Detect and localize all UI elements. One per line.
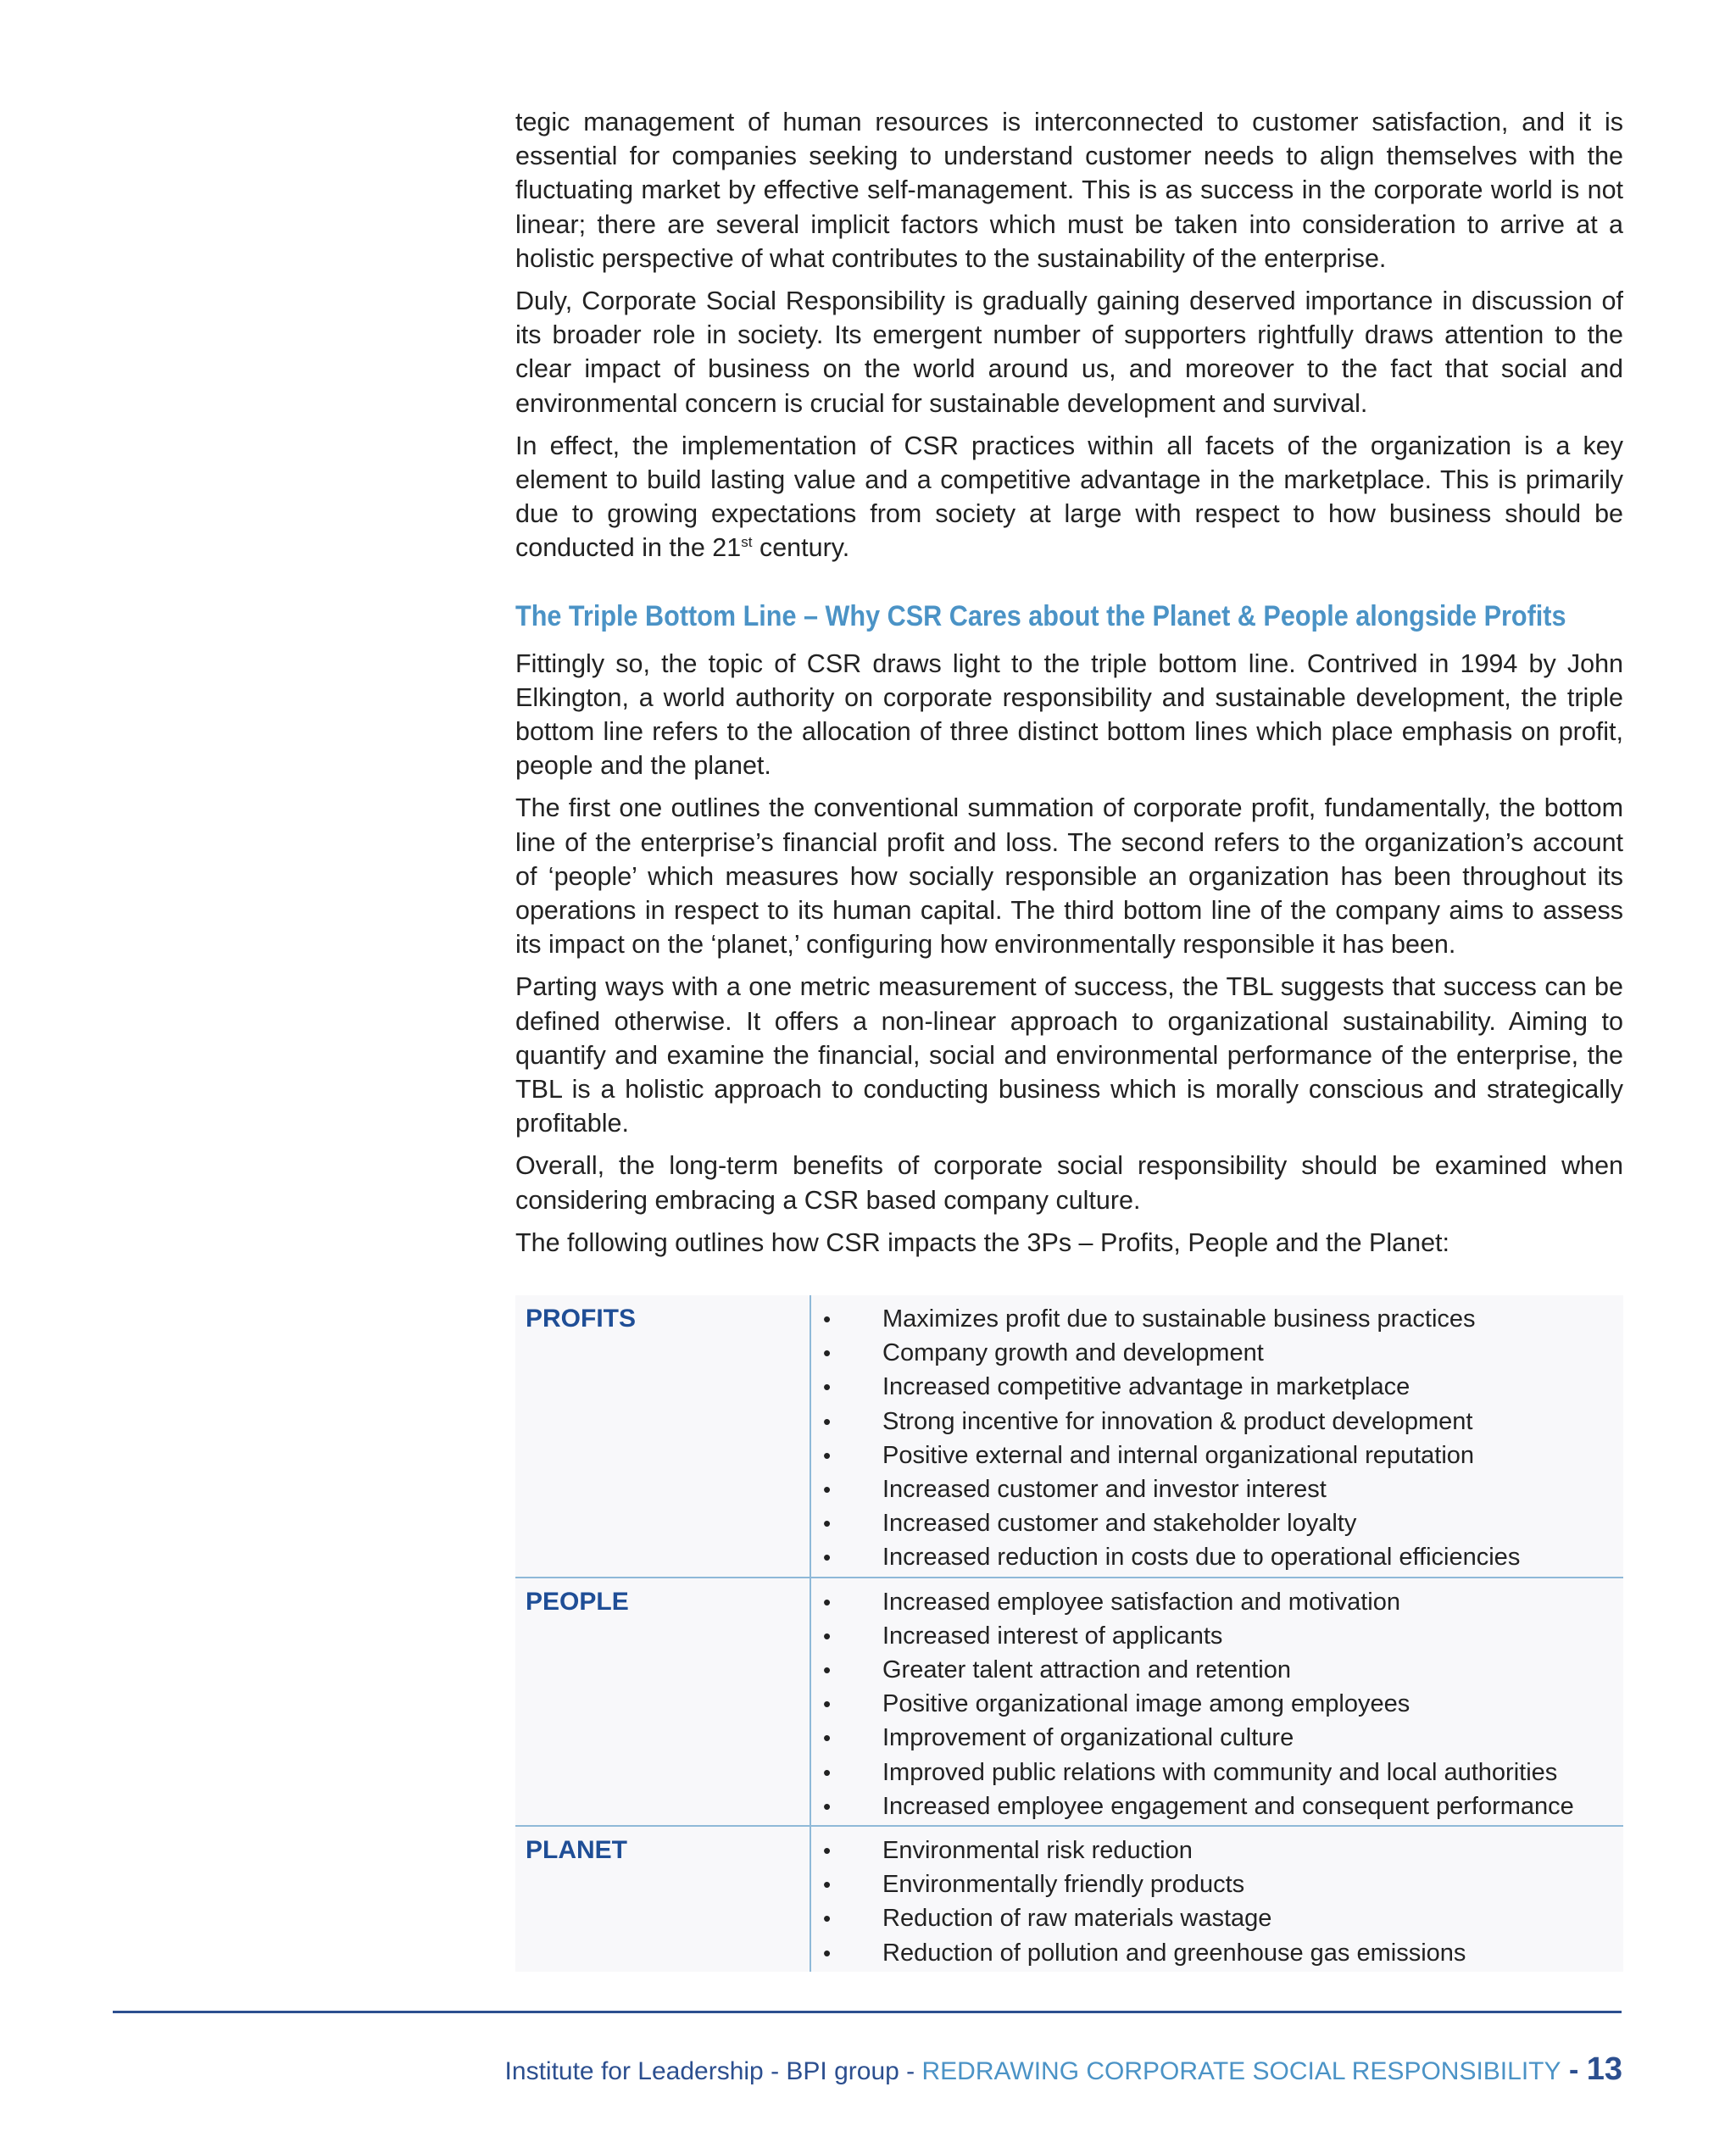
- list-item: [811, 1540, 1623, 1574]
- list-item: [811, 1506, 1623, 1540]
- ordinal-suffix: st: [741, 534, 753, 551]
- list-item-text: Increased customer and investor interest: [882, 1476, 1327, 1504]
- paragraph: tegic management of human resources is interconnected to customer satisfaction, and it is essential for companies seeking to understand customer needs to align themselves with the fluctuating market by effective self-management. This is as success in the corporate world is not linear; there are several implicit factors which must be taken into consideration to arrive at a holistic perspective of what contributes to the sustainability of the enterprise.: [515, 108, 1623, 273]
- list-item-text: Reduction of pollution and greenhouse gas emissions: [882, 1939, 1466, 1967]
- list-item: [811, 1936, 1623, 1970]
- bullet-icon: •: [823, 1906, 832, 1932]
- bullet-icon: •: [823, 1759, 832, 1785]
- list-item-text: Environmentally friendly products: [882, 1871, 1245, 1899]
- csr-3ps-table: [515, 1295, 1623, 1972]
- table-row-label: PEOPLE: [515, 1578, 811, 1825]
- paragraph-text: century.: [752, 533, 850, 563]
- bullet-icon: •: [823, 1374, 832, 1400]
- list-item: [811, 1619, 1623, 1653]
- bullet-icon: •: [823, 1657, 832, 1683]
- body-text: [515, 105, 1623, 1268]
- list-item: [811, 1370, 1623, 1404]
- list-item-text: Greater talent attraction and retention: [882, 1656, 1292, 1684]
- list-item: [811, 1867, 1623, 1901]
- table-row-people: [515, 1578, 1623, 1827]
- table-row-planet: [515, 1827, 1623, 1972]
- list-item-text: Positive external and internal organizational reputation: [882, 1441, 1475, 1469]
- list-item: [811, 1302, 1623, 1336]
- bullet-icon: •: [823, 1691, 832, 1717]
- paragraph: Fittingly so, the topic of CSR draws light to the triple bottom line. Contrived in 1994 by John Elkington, a world authority on corporate responsibility and sustainable development, the triple bottom line refers to the allocation of three distinct bottom lines which place emphasis on profit, people and the planet.: [515, 648, 1623, 781]
- footer-divider: [113, 2011, 1622, 2013]
- bullet-icon: •: [823, 1340, 832, 1366]
- list-item-text: Increased employee engagement and consequent performance: [882, 1792, 1574, 1820]
- bullet-icon: •: [823, 1511, 832, 1537]
- page-footer: [505, 2052, 1622, 2089]
- bullet-icon: •: [823, 1793, 832, 1819]
- footer-separator: -: [1561, 2054, 1587, 2086]
- footer-organization: Institute for Leadership - BPI group -: [504, 2057, 922, 2085]
- list-item-text: Increased competitive advantage in marketplace: [882, 1373, 1410, 1401]
- bullet-icon: •: [823, 1838, 832, 1864]
- paragraph: The first one outlines the conventional summation of corporate profit, fundamentally, the bottom line of the enterprise’s financial profit and loss. The second refers to the organization’s account of ‘people’ which measures how socially responsible an organization has been throughout its operations in respect to its human capital. The third bottom line of the company aims to assess its impact on the ‘planet,’ configuring how environmentally responsible it has been.: [515, 793, 1623, 960]
- paragraph: Parting ways with a one metric measurement of success, the TBL suggests that success can be defined otherwise. It offers a non-linear approach to organizational sustainability. Aiming to quantify and examine the financial, social and environmental performance of the enterprise, the TBL is a holistic approach to conducting business which is morally conscious and strategically profitable.: [515, 972, 1623, 1138]
- list-item: [811, 1585, 1623, 1619]
- paragraph: [515, 429, 1623, 565]
- list-item-text: Reduction of raw materials wastage: [882, 1905, 1272, 1933]
- table-row-label: PLANET: [515, 1827, 811, 1972]
- list-item-text: Improved public relations with community and local authorities: [882, 1758, 1558, 1786]
- bullet-icon: •: [823, 1544, 832, 1571]
- list-item: [811, 1756, 1623, 1789]
- bullet-icon: •: [823, 1306, 832, 1332]
- list-item-text: Environmental risk reduction: [882, 1837, 1193, 1865]
- bullet-icon: •: [823, 1872, 832, 1898]
- bullet-icon: •: [823, 1939, 832, 1966]
- list-item-text: Increased customer and stakeholder loyalty: [882, 1510, 1357, 1538]
- list-item-text: Increased reduction in costs due to operational efficiencies: [882, 1544, 1521, 1572]
- list-item-text: Company growth and development: [882, 1339, 1264, 1367]
- table-row-profits: [515, 1295, 1623, 1578]
- paragraph: Duly, Corporate Social Responsibility is gradually gaining deserved importance in discussion of its broader role in society. Its emergent number of supporters rightfully draws attention to the clear impact of business on the world around us, and moreover to the fact that social and environmental concern is crucial for sustainable development and survival.: [515, 287, 1623, 418]
- list-item-text: Maximizes profit due to sustainable business practices: [882, 1305, 1476, 1333]
- bullet-icon: •: [823, 1442, 832, 1468]
- list-item-text: Strong incentive for innovation & product development: [882, 1407, 1473, 1435]
- list-item: [811, 1653, 1623, 1687]
- bullet-icon: •: [823, 1622, 832, 1649]
- footer-publication-title: REDRAWING CORPORATE SOCIAL RESPONSIBILITY: [921, 2057, 1561, 2085]
- benefit-list: [811, 1827, 1623, 1972]
- list-item: [811, 1405, 1623, 1439]
- list-item: [811, 1721, 1623, 1755]
- list-item: [811, 1789, 1623, 1823]
- table-row-label: PROFITS: [515, 1295, 811, 1577]
- paragraph: Overall, the long-term benefits of corporate social responsibility should be examined when considering embracing a CSR based company culture.: [515, 1151, 1623, 1215]
- paragraph: The following outlines how CSR impacts the 3Ps – Profits, People and the Planet:: [515, 1227, 1449, 1257]
- bullet-icon: •: [823, 1589, 832, 1615]
- page-number: 13: [1586, 2051, 1622, 2087]
- list-item: [811, 1834, 1623, 1867]
- list-item: [811, 1472, 1623, 1506]
- paragraph-text: In effect, the implementation of CSR practices within all facets of the organization is a key element to build lasting value and a competitive advantage in the marketplace. This is primarily due to growing expectations from society at large with respect to how business should be conducted in the 21: [515, 431, 1623, 563]
- list-item-text: Increased employee satisfaction and motivation: [882, 1588, 1400, 1616]
- list-item: [811, 1687, 1623, 1721]
- benefit-list: [811, 1295, 1623, 1577]
- bullet-icon: •: [823, 1408, 832, 1434]
- list-item-text: Positive organizational image among employees: [882, 1690, 1410, 1718]
- list-item-text: Improvement of organizational culture: [882, 1724, 1294, 1752]
- list-item: [811, 1336, 1623, 1370]
- bullet-icon: •: [823, 1725, 832, 1751]
- list-item: [811, 1901, 1623, 1935]
- section-heading: The Triple Bottom Line – Why CSR Cares about the Planet & People alongside Profits: [515, 599, 1566, 632]
- benefit-list: [811, 1578, 1623, 1825]
- bullet-icon: •: [823, 1477, 832, 1503]
- list-item-text: Increased interest of applicants: [882, 1622, 1223, 1650]
- list-item: [811, 1439, 1623, 1472]
